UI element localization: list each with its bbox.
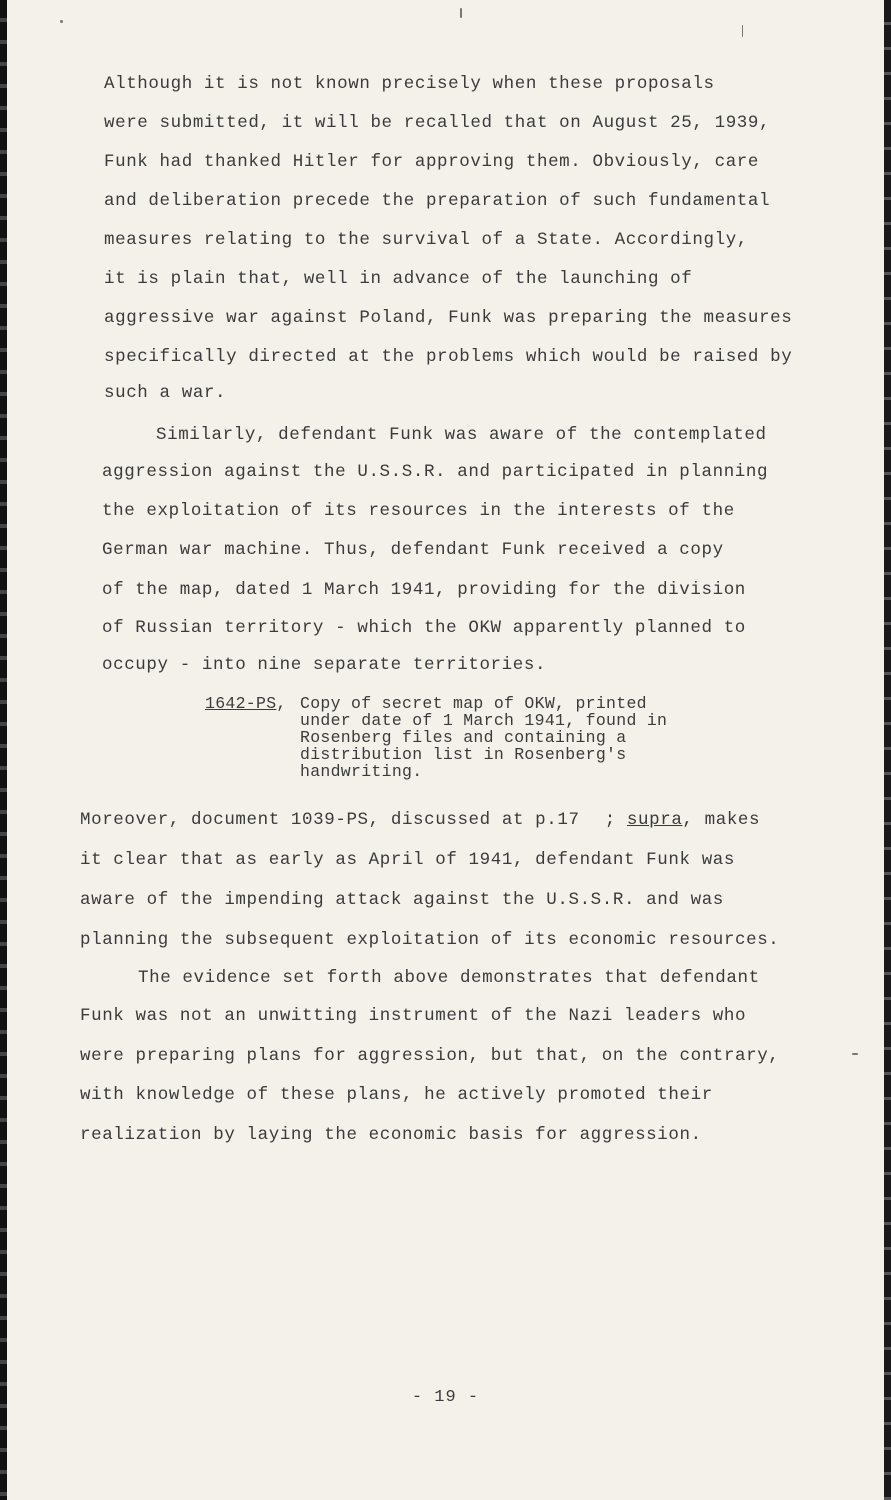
- paper-speck: [742, 25, 743, 37]
- text-line: planning the subsequent exploitation of its economic resources.: [80, 930, 780, 950]
- text-line: The evidence set forth above demonstrates that defendant: [138, 968, 760, 988]
- citation-block: [205, 694, 668, 781]
- text-line: Similarly, defendant Funk was aware of the contemplated: [156, 425, 767, 445]
- page-number: - 19 -: [411, 1388, 480, 1407]
- text-line: measures relating to the survival of a State. Accordingly,: [104, 230, 748, 250]
- text-line: of Russian territory - which the OKW apparently planned to: [102, 618, 746, 638]
- text-line: such a war.: [104, 383, 227, 403]
- moreover-suffix: , makes: [682, 810, 761, 830]
- text-line: realization by laying the economic basis for aggression.: [80, 1125, 702, 1145]
- paper-speck: [852, 1053, 858, 1055]
- text-line: Although it is not known precisely when these proposals: [104, 74, 715, 94]
- moreover-separator: ;: [604, 810, 616, 830]
- text-line: occupy - into nine separate territories.: [102, 655, 547, 675]
- citation-reference: 1642-PS: [205, 694, 277, 713]
- text-line: of the map, dated 1 March 1941, providing for the division: [102, 580, 746, 600]
- text-line: aggressive war against Poland, Funk was preparing the measures: [104, 308, 793, 328]
- text-line-moreover: [80, 810, 760, 830]
- citation-body: [300, 695, 667, 780]
- moreover-prefix: Moreover, document 1039-PS, discussed at p.17: [80, 810, 580, 830]
- citation-line: Rosenberg files and containing a: [300, 728, 627, 747]
- text-line: and deliberation precede the preparation of such fundamental: [104, 191, 771, 211]
- right-binding-edge: [884, 0, 891, 1500]
- text-line: Funk had thanked Hitler for approving them. Obviously, care: [104, 152, 760, 172]
- supra-reference: supra: [626, 810, 683, 830]
- text-line: with knowledge of these plans, he actively promoted their: [80, 1085, 713, 1105]
- text-line: it clear that as early as April of 1941, defendant Funk was: [80, 850, 736, 870]
- text-line: aggression against the U.S.S.R. and participated in planning: [102, 462, 769, 482]
- text-line: German war machine. Thus, defendant Funk received a copy: [102, 540, 724, 560]
- text-line: it is plain that, well in advance of the launching of: [104, 269, 693, 289]
- left-binding-edge: [0, 0, 7, 1500]
- text-line: aware of the impending attack against the U.S.S.R. and was: [80, 890, 724, 910]
- text-line: were preparing plans for aggression, but that, on the contrary,: [80, 1046, 780, 1066]
- text-line: specifically directed at the problems which would be raised by: [104, 347, 793, 367]
- citation-line: under date of 1 March 1941, found in: [300, 711, 668, 730]
- paper-speck: [60, 20, 63, 23]
- citation-line: Copy of secret map of OKW, printed: [300, 694, 647, 713]
- text-line: were submitted, it will be recalled that on August 25, 1939,: [104, 113, 771, 133]
- citation-comma: ,: [276, 694, 287, 713]
- paper-speck: [460, 8, 462, 18]
- citation-line: handwriting.: [300, 762, 423, 781]
- text-line: Funk was not an unwitting instrument of the Nazi leaders who: [80, 1006, 747, 1026]
- text-line: the exploitation of its resources in the interests of the: [102, 501, 735, 521]
- citation-line: distribution list in Rosenberg's: [300, 745, 627, 764]
